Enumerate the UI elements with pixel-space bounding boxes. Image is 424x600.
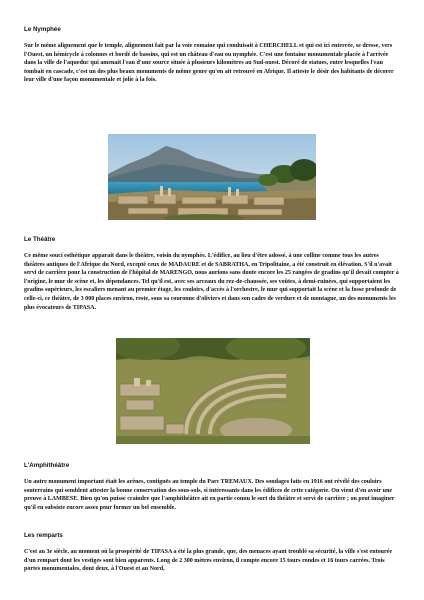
section-body-amphitheatre: Un autre monument important était les arènes, contiguës au temple du Parc TREMAUX. Des sondages faits en 1916 ont révélé des couloirs souterrains qui semblent attester la bonne conservation des sous-sols, si intéressants dans les édifices de cette catégorie. On vient d'en avoir une preuve à LAMBESE. Bien qu'on puisse craindre que l'amphithéâtre ait en partie connu le sort du théâtre et servi de carrière ; on peut imaginer qu'il en subsiste encore assez pour former un bel ensemble.	[24, 479, 395, 511]
section-body-nymphee: Sur le même alignement que le temple, alignement fait par la voie romaine qui conduisait à CHERCHELL et qui est ici enterrée, se dresse, vers l'Ouest, un hémicycle à colonnes et bordé de bassins, qui est un château d'eau ou nymphée. C'est une fontaine monumentale placée à l'arrivée dans la ville de l'aqueduc qui amenait l'eau d'une source située à plusieurs kilomètres au Sud-ouest. Décoré de statues, entre lesquelles l'eau tombait en cascade, c'est un des plus beaux monuments de même genre qu'on ait retrouvé en Afrique. Il atteste le désir des habitants de décorer leur ville d'une façon monumentale et jolie à la fois.	[24, 43, 394, 84]
section-body-theatre: Ce même souci esthétique apparait dans le théâtre, voisin du nymphée. L'édifice, au lieu d'être adossé, à une colline comme tous les autres théâtres antiques de l'Afrique du Nord, excepté ceux de MADAURE et de SABRATHA, en Tripolitaine, a été construit en élévation. S'il n'avait servi de carrière pour la construction de l'hôpital de MARENGO, nous aurions sans doute encore les 25 rangées de gradins qu'il devait compter à l'origine, le mur de scène et, les dépendances. Tel qu'il est, avec ses arceaux du rez-de-chaussée, ses voûtes, à demi-ruinées, qui supportaient les gradins supérieurs, les escaliers menant au premier étage, les couloirs, d'accès à l'orchestre, le mur qui supportait la scène et la fosse profonde de celle-ci, ce théâtre, de 3 000 places environ, reste, sous sa couronne d'oliviers et dans son cadre de verdure et de montagne, un des monuments les plus évocateurs de TIPASA.	[24, 253, 399, 311]
section-heading-theatre: Le Théâtre	[24, 236, 56, 243]
section-heading-remparts: Les remparts	[24, 532, 63, 539]
section-heading-amphitheatre: L'Amphithéâtre	[24, 462, 70, 469]
nymphee-coastal-ruins-photo	[108, 134, 316, 220]
section-body-remparts: C'est au 3e siècle, au moment où la prospérité de TIPASA a été la plus grande, que, des menaces ayant troublé sa sécurité, la ville s'est entourée d'un rempart dont les vestiges sont bien apparents. Long de 2 300 mètres environ, il compte encore 15 tours rondes et 16 tours carrées. Trois portes monumentales, dont deux, à l'Ouest et au Nord,	[24, 549, 393, 573]
theatre-ruins-photo	[116, 338, 310, 444]
section-heading-nymphee: Le Nymphée	[24, 26, 61, 33]
